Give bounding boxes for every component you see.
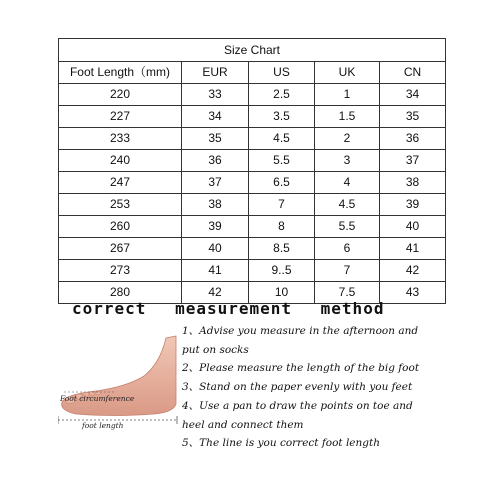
foot-circumference-label: Foot circumference — [60, 394, 135, 403]
column-header-cn: CN — [380, 62, 446, 84]
cell-eur: 35 — [182, 128, 249, 150]
cell-uk: 1.5 — [315, 106, 380, 128]
cell-eur: 39 — [182, 216, 249, 238]
instruction-line: 3、Stand on the paper evenly with you feet — [182, 381, 413, 394]
column-header-eur: EUR — [182, 62, 249, 84]
cell-us: 5.5 — [249, 150, 315, 172]
cell-uk: 2 — [315, 128, 380, 150]
table-row — [59, 260, 446, 282]
cell-cn: 37 — [380, 150, 446, 172]
table-row — [59, 128, 446, 150]
cell-eur: 42 — [182, 282, 249, 304]
cell-uk: 5.5 — [315, 216, 380, 238]
table-row — [59, 172, 446, 194]
measurement-instructions — [182, 322, 488, 453]
cell-cn: 39 — [380, 194, 446, 216]
size-chart-title: Size Chart — [59, 39, 446, 62]
table-row — [59, 216, 446, 238]
instruction-line: 4、Use a pan to draw the points on toe and — [182, 399, 413, 412]
instruction-line: 1、Advise you measure in the afternoon and — [182, 325, 419, 337]
column-header-uk: UK — [315, 62, 380, 84]
cell-foot-length: 240 — [59, 150, 182, 172]
instruction-line: put on socks — [182, 343, 249, 356]
cell-foot-length: 227 — [59, 106, 182, 128]
instruction-line: 5、The line is you correct foot length — [182, 437, 380, 450]
cell-eur: 41 — [182, 260, 249, 282]
cell-foot-length: 253 — [59, 194, 182, 216]
cell-eur: 38 — [182, 194, 249, 216]
cell-uk: 4.5 — [315, 194, 380, 216]
foot-length-label: foot length — [82, 421, 124, 430]
cell-cn: 40 — [380, 216, 446, 238]
cell-eur: 33 — [182, 84, 249, 106]
cell-us: 4.5 — [249, 128, 315, 150]
cell-uk: 3 — [315, 150, 380, 172]
column-header-foot-length: Foot Length（mm) — [59, 62, 182, 84]
cell-us: 6.5 — [249, 172, 315, 194]
cell-cn: 43 — [380, 282, 446, 304]
cell-eur: 40 — [182, 238, 249, 260]
cell-cn: 35 — [380, 106, 446, 128]
cell-foot-length: 267 — [59, 238, 182, 260]
cell-foot-length: 273 — [59, 260, 182, 282]
cell-foot-length: 247 — [59, 172, 182, 194]
cell-foot-length: 220 — [59, 84, 182, 106]
table-row — [59, 106, 446, 128]
column-header-us: US — [249, 62, 315, 84]
cell-us: 8.5 — [249, 238, 315, 260]
cell-us: 8 — [249, 216, 315, 238]
cell-uk: 4 — [315, 172, 380, 194]
cell-us: 9..5 — [249, 260, 315, 282]
cell-uk: 6 — [315, 238, 380, 260]
cell-eur: 36 — [182, 150, 249, 172]
cell-us: 2.5 — [249, 84, 315, 106]
cell-cn: 42 — [380, 260, 446, 282]
table-row — [59, 194, 446, 216]
cell-foot-length: 260 — [59, 216, 182, 238]
cell-us: 3.5 — [249, 106, 315, 128]
table-header-row — [59, 62, 446, 84]
table-row — [59, 238, 446, 260]
table-row — [59, 84, 446, 106]
foot-illustration — [58, 330, 178, 442]
instruction-line: 2、Please measure the length of the big foot — [182, 362, 420, 375]
cell-uk: 7 — [315, 260, 380, 282]
method-heading: correct measurement method — [72, 299, 385, 318]
cell-us: 7 — [249, 194, 315, 216]
cell-cn: 36 — [380, 128, 446, 150]
cell-foot-length: 280 — [59, 282, 182, 304]
cell-foot-length: 233 — [59, 128, 182, 150]
cell-cn: 38 — [380, 172, 446, 194]
cell-us: 10 — [249, 282, 315, 304]
cell-uk: 7.5 — [315, 282, 380, 304]
instruction-line: heel and connect them — [182, 418, 304, 431]
table-row — [59, 150, 446, 172]
size-chart-table — [58, 38, 446, 304]
cell-eur: 34 — [182, 106, 249, 128]
cell-cn: 34 — [380, 84, 446, 106]
cell-uk: 1 — [315, 84, 380, 106]
cell-eur: 37 — [182, 172, 249, 194]
cell-cn: 41 — [380, 238, 446, 260]
